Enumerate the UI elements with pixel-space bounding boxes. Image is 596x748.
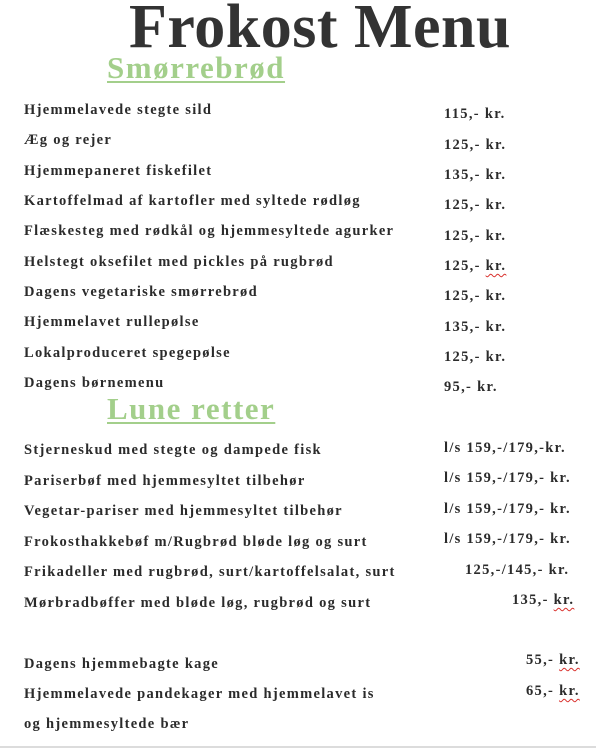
- menu-row: [24, 683, 596, 708]
- menu-item-price: [526, 652, 580, 669]
- menu-item-price: 135,- kr.: [444, 167, 507, 183]
- menu-row: [24, 193, 596, 215]
- menu-item-name: Mørbradbøffer med bløde løg, rugbrød og surt: [24, 595, 372, 611]
- price-amount: 55,-: [526, 652, 560, 668]
- menu-row: [24, 163, 596, 185]
- section-heading-lune-retter: Lune retter: [107, 391, 276, 426]
- menu-item-name: Æg og rejer: [24, 132, 113, 148]
- menu-item-name: Helstegt oksefilet med pickles på rugbrød: [24, 254, 334, 270]
- menu-row: [24, 284, 596, 306]
- menu-row: [24, 102, 596, 124]
- menu-item-price: 125,- kr.: [444, 137, 507, 153]
- menu-item-price: 95,- kr.: [444, 379, 498, 395]
- menu-item-name: Stjerneskud med stegte og dampede fisk: [24, 442, 322, 458]
- menu-row: [24, 470, 596, 495]
- section-heading-smorrebrod: Smørrebrød: [107, 50, 286, 85]
- menu-item-name: Hjemmepaneret fiskefilet: [24, 163, 213, 179]
- menu-item-name: og hjemmesyltede bær: [24, 716, 190, 732]
- menu-item-name: Hjemmelavede pandekager med hjemmelavet is: [24, 686, 375, 702]
- menu-item-price: 125,-/145,- kr.: [465, 562, 570, 578]
- menu-item-name: Lokalproduceret spegepølse: [24, 345, 231, 361]
- menu-item-price: [444, 258, 506, 275]
- menu-item-price: [526, 683, 580, 700]
- menu-item-name: Kartoffelmad af kartofler med syltede rødløg: [24, 193, 361, 209]
- menu-item-name: Dagens børnemenu: [24, 375, 165, 391]
- menu-item-name: Frokosthakkebøf m/Rugbrød bløde løg og surt: [24, 534, 368, 550]
- menu-item-name: Flæskesteg med rødkål og hjemmesyltede agurker: [24, 223, 395, 239]
- menu-item-price: 135,- kr.: [444, 319, 507, 335]
- menu-row: [24, 132, 596, 154]
- menu-row: [24, 716, 596, 738]
- menu-item-price: l/s 159,-/179,- kr.: [444, 531, 571, 547]
- menu-item-price: l/s 159,-/179,-kr.: [444, 440, 566, 456]
- price-currency: kr.: [485, 258, 507, 274]
- menu-item-price: [512, 592, 574, 609]
- menu-row: [24, 223, 596, 245]
- menu-item-price: l/s 159,-/179,- kr.: [444, 470, 571, 486]
- menu-row: [24, 652, 596, 678]
- menu-item-name: Vegetar-pariser med hjemmesyltet tilbehør: [24, 503, 343, 519]
- menu-row: [24, 592, 596, 617]
- menu-item-price: 125,- kr.: [444, 349, 507, 365]
- menu-item-price: 125,- kr.: [444, 228, 507, 244]
- menu-item-price: 125,- kr.: [444, 197, 507, 213]
- price-amount: 125,-: [444, 258, 486, 274]
- menu-item-price: 115,- kr.: [444, 106, 506, 122]
- price-currency: kr.: [553, 592, 575, 608]
- menu-row: [24, 531, 596, 556]
- price-amount: 65,-: [526, 683, 560, 699]
- menu-row: [24, 442, 596, 464]
- menu-item-price: l/s 159,-/179,- kr.: [444, 501, 571, 517]
- menu-row: [24, 503, 596, 525]
- menu-title: Frokost Menu: [128, 0, 512, 61]
- menu-item-name: Dagens vegetariske smørrebrød: [24, 284, 258, 300]
- menu-row: [24, 314, 596, 336]
- menu-row: [24, 564, 596, 586]
- menu-row: [24, 254, 596, 276]
- menu-item-name: Hjemmelavede stegte sild: [24, 102, 213, 118]
- menu-item-name: Dagens hjemmebagte kage: [24, 656, 220, 672]
- menu-item-name: Pariserbøf med hjemmesyltet tilbehør: [24, 473, 306, 489]
- menu-item-name: Frikadeller med rugbrød, surt/kartoffelsalat, surt: [24, 564, 396, 580]
- menu-row: [24, 345, 596, 367]
- menu-item-name: Hjemmelavet rullepølse: [24, 314, 200, 330]
- price-currency: kr.: [559, 652, 580, 668]
- menu-item-price: 125,- kr.: [444, 288, 507, 304]
- price-amount: 135,-: [512, 592, 554, 608]
- price-currency: kr.: [559, 683, 580, 699]
